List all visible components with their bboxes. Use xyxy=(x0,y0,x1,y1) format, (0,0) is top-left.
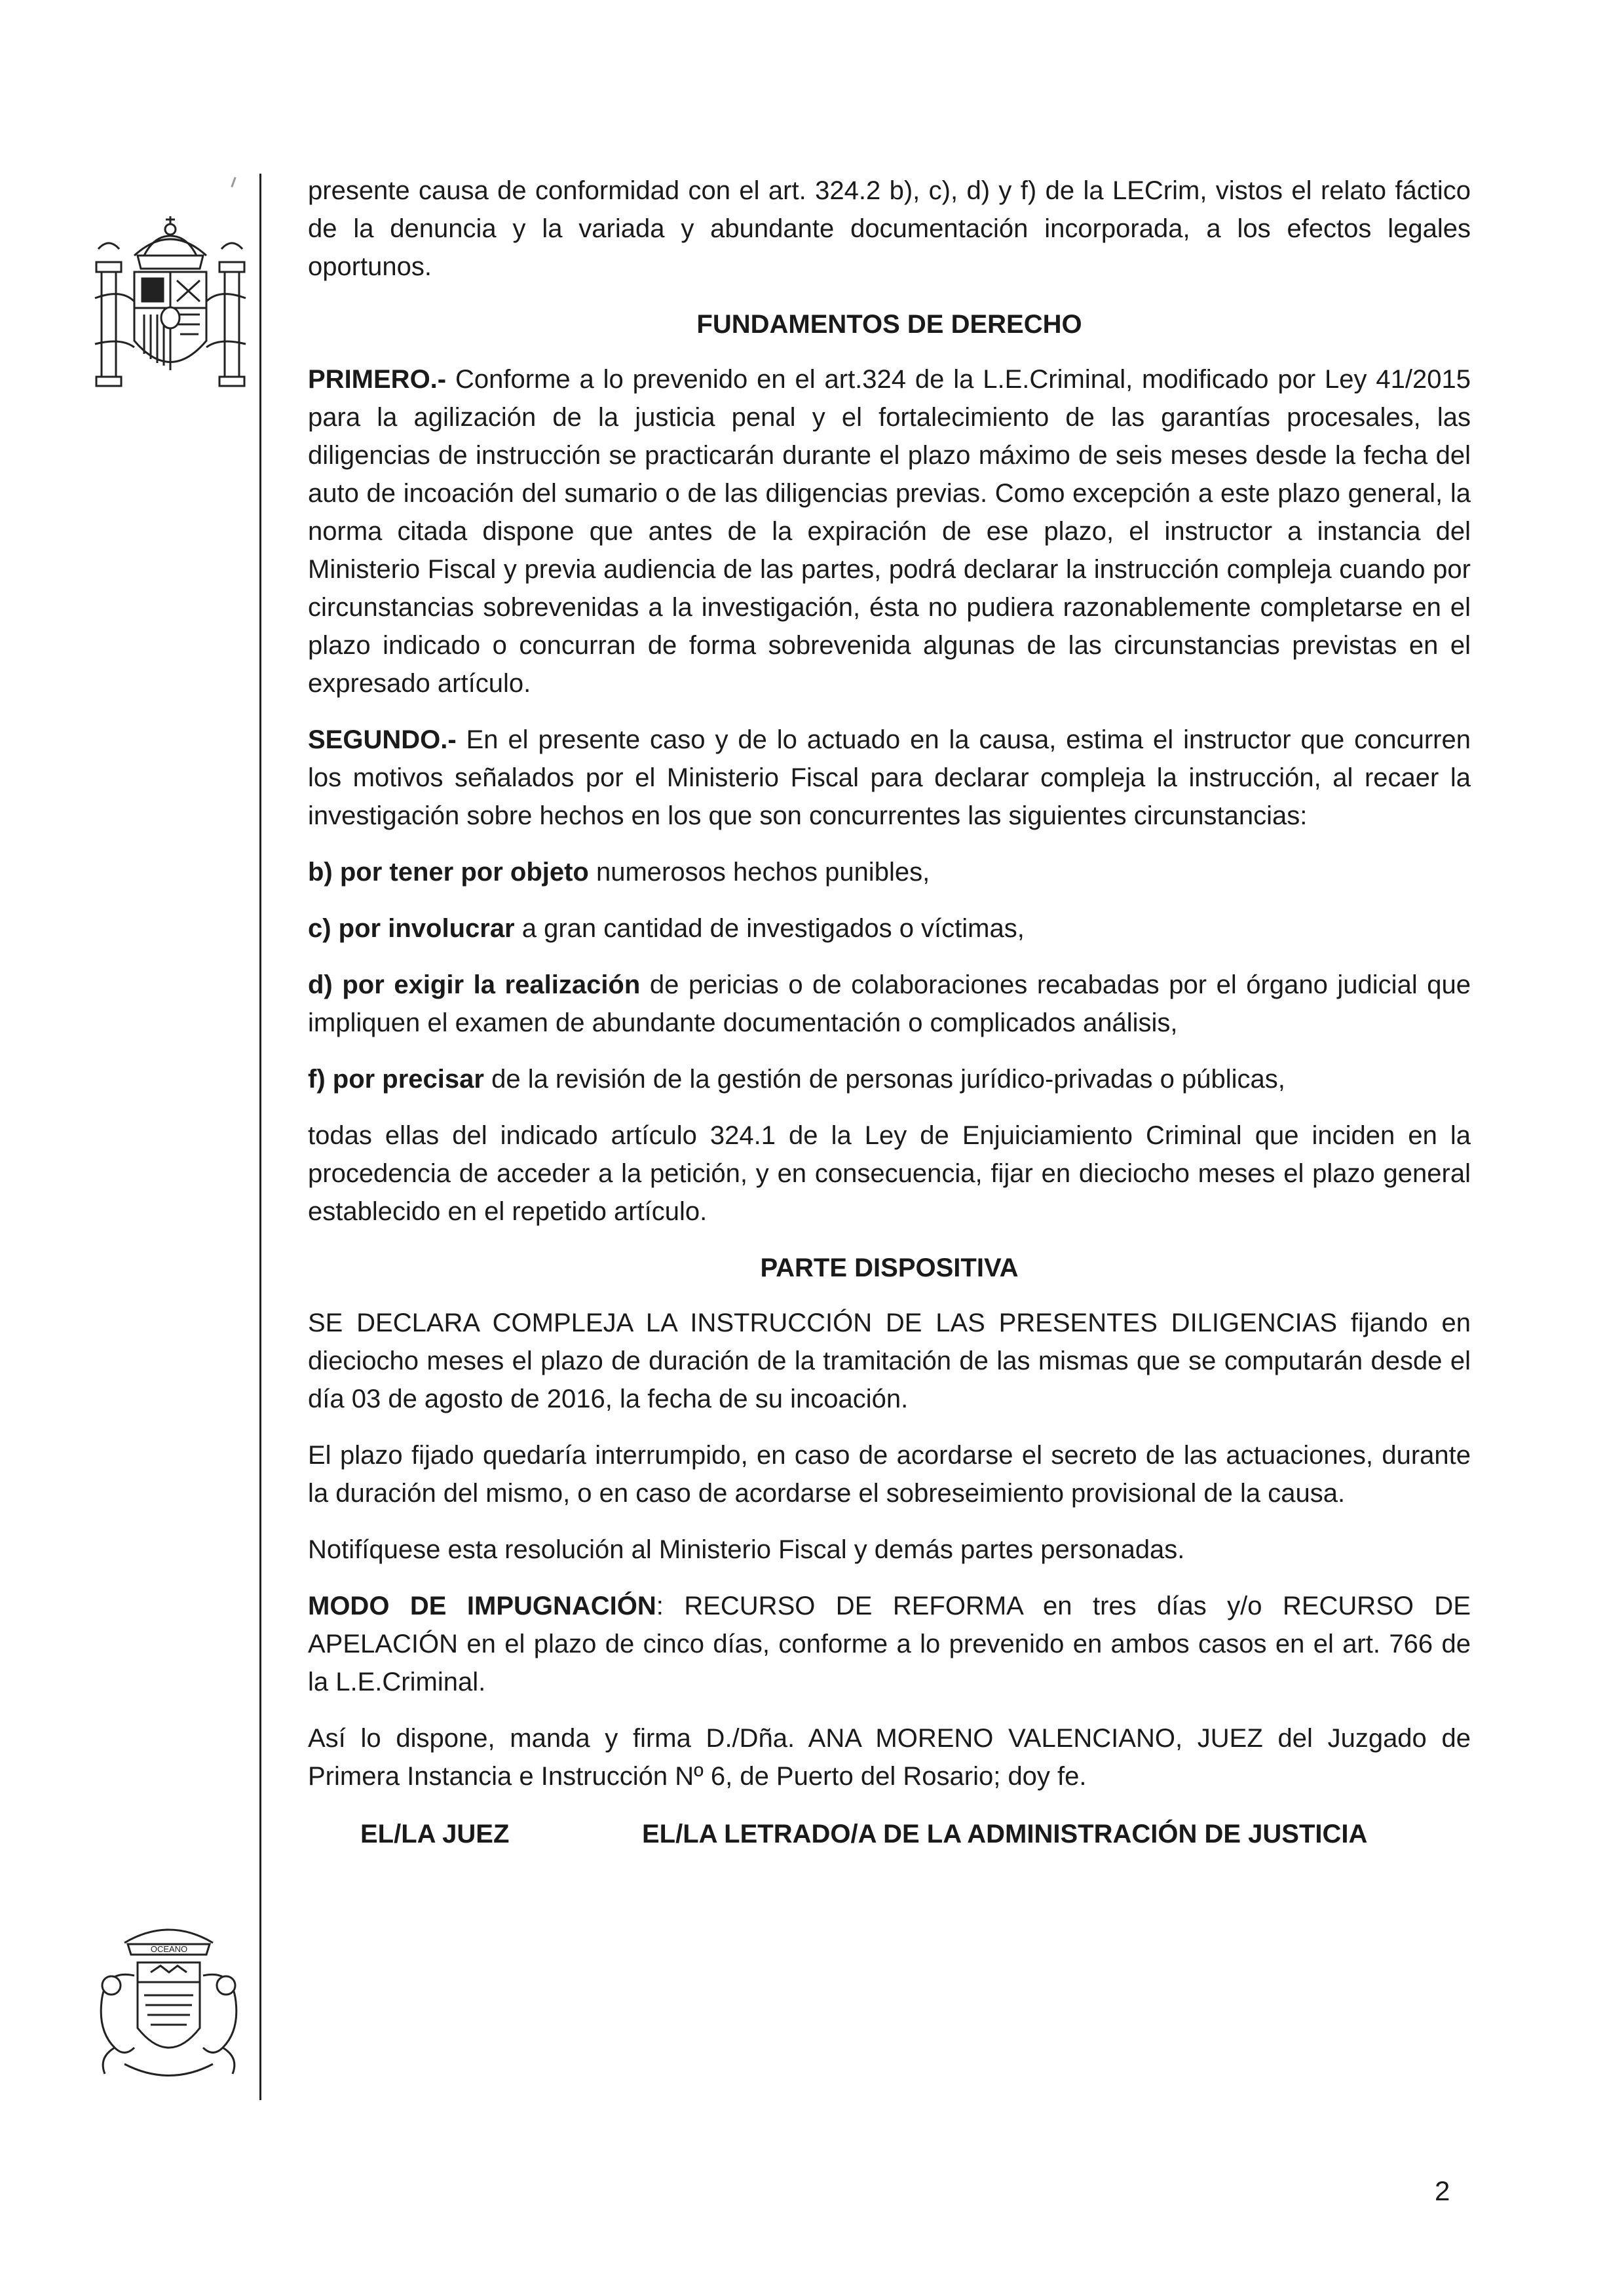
primero-paragraph xyxy=(308,360,1471,702)
list-item xyxy=(308,1060,1471,1098)
item-label: b) por tener por objeto xyxy=(308,858,589,887)
segundo-label: SEGUNDO.- xyxy=(308,725,457,754)
notifiquese-paragraph: Notifíquese esta resolución al Ministerio Fiscal y demás partes personadas. xyxy=(308,1535,1185,1564)
item-label: c) por involucrar xyxy=(308,914,515,943)
plazo-paragraph: El plazo fijado quedaría interrumpido, en caso de acordarse el secreto de las actuaciones, durante la duración del mismo, o en caso de acordarse el sobreseimiento provisional de la causa. xyxy=(308,1441,1471,1508)
item-label: f) por precisar xyxy=(308,1065,484,1094)
item-text: de pericias o de colaboraciones recabadas por el órgano judicial que impliquen el examen de abundante documentación o complicados análisis, xyxy=(308,970,1471,1037)
spain-coat-of-arms-icon xyxy=(82,210,259,406)
list-item xyxy=(308,909,1471,947)
declara-paragraph: SE DECLARA COMPLEJA LA INSTRUCCIÓN DE LAS PRESENTES DILIGENCIAS fijando en dieciocho meses el plazo de duración de la tramitación de las mismas que se computarán desde el día 03 de agosto de 2016, la fecha de su incoación. xyxy=(308,1309,1471,1413)
fundamentos-heading: FUNDAMENTOS DE DERECHO xyxy=(696,310,1082,339)
dispositiva-heading: PARTE DISPOSITIVA xyxy=(760,1253,1019,1282)
item-text: a gran cantidad de investigados o víctimas, xyxy=(514,914,1025,943)
margin-rule xyxy=(259,174,261,2100)
list-item xyxy=(308,853,1471,891)
primero-text: Conforme a lo prevenido en el art.324 de la L.E.Criminal, modificado por Ley 41/2015 para la agilización de la justicia penal y el fortalecimiento de las garantías procesales, las diligencias de instrucción se practicarán durante el plazo máximo de seis meses desde la fecha del auto de incoación del sumario o de las diligencias previas. Como excepción a este plazo general, la norma citada dispone que antes de la expiración de ese plazo, el instructor a instancia del Ministerio Fiscal y previa audiencia de las partes, podrá declarar la instrucción compleja cuando por circunstancias sobrevenidas a la investigación, ésta no pudiera razonablemente completarse en el plazo indicado o concurran de forma sobrevenida algunas de las circunstancias previstas en el expresado artículo. xyxy=(308,365,1471,698)
item-text: de la revisión de la gestión de personas jurídico-privadas o públicas, xyxy=(483,1065,1285,1094)
page-number: 2 xyxy=(1435,2175,1450,2206)
svg-text:OCEANO: OCEANO xyxy=(150,1944,188,1954)
signature-block xyxy=(308,1815,1471,1853)
item-label: d) por exigir la realización xyxy=(308,970,641,999)
scan-mark xyxy=(231,177,236,187)
impugnacion-text: : RECURSO DE REFORMA en tres días y/o RECURSO DE APELACIÓN en el plazo de cinco días, conforme a lo prevenido en ambos casos en el art. 766 de la L.E.Criminal. xyxy=(308,1592,1471,1696)
primero-label: PRIMERO.- xyxy=(308,365,447,394)
list-item xyxy=(308,966,1471,1042)
segundo-paragraph xyxy=(308,721,1471,835)
segundo-text: En el presente caso y de lo actuado en la causa, estima el instructor que concurren los motivos señalados por el Ministerio Fiscal para declarar compleja la instrucción, al recaer la investigación sobre hechos en los que son concurrentes las siguientes circunstancias: xyxy=(308,725,1471,830)
item-text: numerosos hechos punibles, xyxy=(588,858,930,887)
clerk-signature-label: EL/LA LETRADO/A DE LA ADMINISTRACIÓN DE JUSTICIA xyxy=(642,1820,1368,1848)
judge-signature-label: EL/LA JUEZ xyxy=(360,1820,510,1848)
todas-paragraph: todas ellas del indicado artículo 324.1 de la Ley de Enjuiciamiento Criminal que inciden en la procedencia de acceder a la petición, y en consecuencia, fijar en dieciocho meses el plazo general establecido en el repetido artículo. xyxy=(308,1121,1471,1226)
impugnacion-paragraph xyxy=(308,1587,1471,1701)
document-body xyxy=(308,172,1471,1853)
municipal-coat-of-arms-icon xyxy=(85,1917,252,2090)
intro-paragraph: presente causa de conformidad con el art. 324.2 b), c), d) y f) de la LECrim, vistos el relato fáctico de la denuncia y la variada y abundante documentación incorporada, a los efectos legales oportunos. xyxy=(308,176,1471,281)
firma-paragraph: Así lo dispone, manda y firma D./Dña. ANA MORENO VALENCIANO, JUEZ del Juzgado de Primera Instancia e Instrucción Nº 6, de Puerto del Rosario; doy fe. xyxy=(308,1724,1471,1791)
impugnacion-label: MODO DE IMPUGNACIÓN xyxy=(308,1592,656,1620)
